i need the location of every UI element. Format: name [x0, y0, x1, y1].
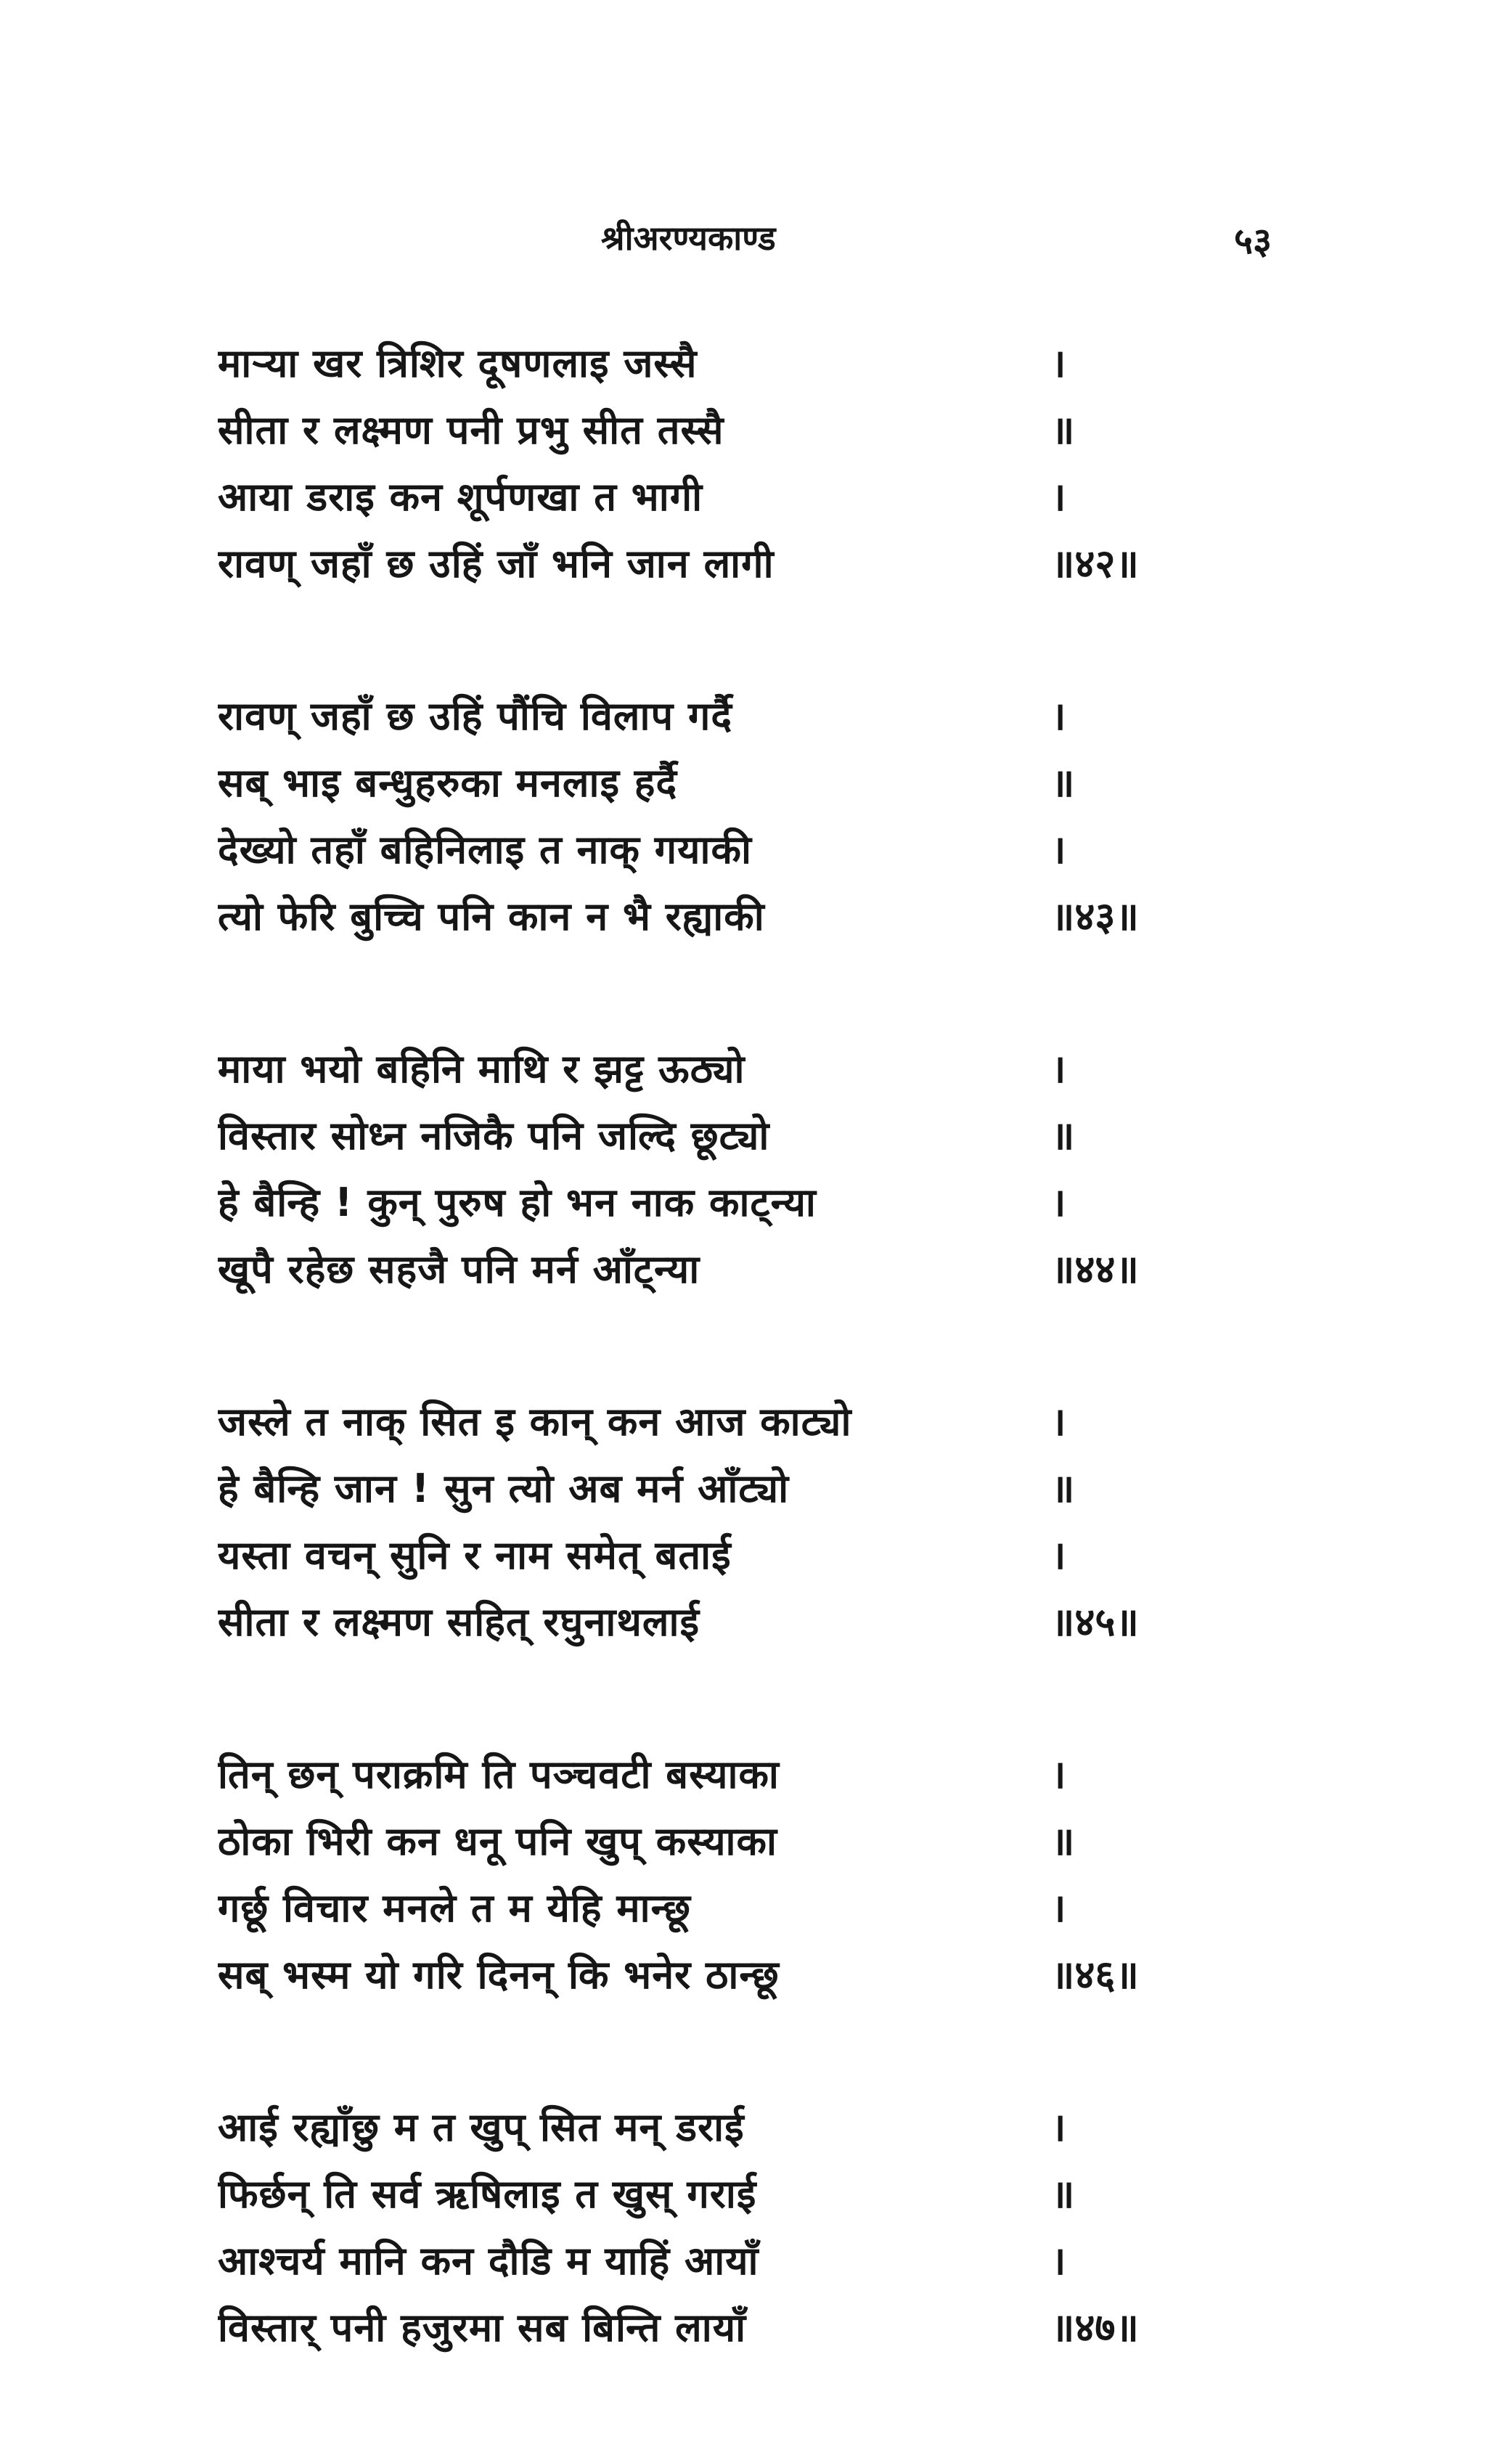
stanza-45: [218, 1389, 1176, 1656]
verse-line-text: आश्चर्य मानि कन दौडि म याहिं आयाँ: [218, 2238, 759, 2284]
verse-line: [218, 330, 1176, 397]
verse-line-mark: ।: [1051, 1046, 1066, 1092]
verse-line-text: खूपै रहेछ सहजै पनि मर्न आँट्न्या: [218, 1246, 700, 1292]
verse-line-text: सीता र लक्ष्मण पनी प्रभु सीत तस्सै: [218, 407, 724, 453]
verse-line-mark: ।: [1051, 474, 1066, 520]
verse-line: [218, 2228, 1176, 2295]
verse-line-text: फिर्छन् ति सर्व ऋषिलाइ त खुस् गराई: [218, 2171, 757, 2217]
verse-line: [218, 1522, 1176, 1589]
verse-line: [218, 397, 1176, 464]
verse-number: ॥४२॥: [1051, 541, 1139, 587]
verse-line: [218, 1589, 1176, 1656]
verse-line-text: आया डराइ कन शूर्पणखा त भागी: [218, 474, 703, 520]
verse-line: [218, 883, 1176, 950]
verse-line-mark: ।: [1051, 1752, 1066, 1797]
verse-line: [218, 1036, 1176, 1103]
stanza-42: [218, 330, 1176, 597]
verse-line: [218, 750, 1176, 817]
verse-number: ॥४४॥: [1051, 1246, 1139, 1292]
verse-line-mark: ।: [1051, 2104, 1066, 2150]
verse-line-text: जस्ले त नाक् सित इ कान् कन आज काट्यो: [218, 1399, 852, 1445]
verse-line-mark: ।: [1051, 1532, 1066, 1578]
verse-number: ॥४७॥: [1051, 2305, 1139, 2350]
verse-line-mark: ।: [1051, 827, 1066, 873]
verse-line-text: सब् भस्म यो गरि दिनन् कि भनेर ठान्छू: [218, 1952, 780, 1998]
verse-line-text: विस्तार सोध्न नजिकै पनि जल्दि छूट्यो: [218, 1113, 770, 1159]
verse-line: [218, 1103, 1176, 1169]
verse-line: [218, 1455, 1176, 1522]
page-number: ५३: [1234, 220, 1272, 262]
stanza-44: [218, 1036, 1176, 1303]
verse-line: [218, 1808, 1176, 1875]
verse-line-mark: ।: [1051, 1399, 1066, 1445]
verse-line-text: हे बैन्हि ! कुन् पुरुष हो भन नाक काट्न्या: [218, 1180, 817, 1225]
verse-line-text: रावण् जहाँ छ उहिं पौंचि विलाप गर्दै: [218, 693, 733, 739]
verse-line-text: तिन् छन् पराक्रमि ति पञ्चवटी बस्याका: [218, 1752, 780, 1797]
verse-line-text: विस्तार् पनी हजुरमा सब बिन्ति लायाँ: [218, 2305, 747, 2350]
verse-line: [218, 464, 1176, 531]
verse-line: [218, 1389, 1176, 1455]
verse-line: [218, 2295, 1176, 2361]
verse-line: [218, 817, 1176, 883]
page-header: [0, 215, 1512, 273]
verse-line: [218, 1942, 1176, 2009]
verse-line-mark: ।: [1051, 1180, 1066, 1225]
stanza-43: [218, 683, 1176, 950]
verse-line: [218, 2161, 1176, 2228]
verse-line-text: हे बैन्हि जान ! सुन त्यो अब मर्न आँट्यो: [218, 1466, 790, 1511]
verse-line: [218, 1741, 1176, 1808]
verse-line-mark: ॥: [1051, 1113, 1075, 1159]
verse-line: [218, 531, 1176, 597]
verse-line-text: त्यो फेरि बुच्चि पनि कान न भै रह्याकी: [218, 894, 765, 939]
verse-line-mark: ॥: [1051, 407, 1075, 453]
verse-line-text: ठोका भिरी कन धनू पनि खुप् कस्याका: [218, 1818, 777, 1864]
verse-line-mark: ॥: [1051, 760, 1075, 806]
verse-line-mark: ।: [1051, 1885, 1066, 1931]
verse-line-text: आई रह्याँछु म त खुप् सित मन् डराई: [218, 2104, 745, 2150]
verse-line-text: गर्छू विचार मनले त म येहि मान्छू: [218, 1885, 691, 1931]
verse-line-mark: ।: [1051, 2238, 1066, 2284]
verse-line: [218, 2094, 1176, 2161]
verse-number: ॥४३॥: [1051, 894, 1139, 939]
verse-line: [218, 683, 1176, 750]
verse-number: ॥४५॥: [1051, 1599, 1139, 1645]
verse-line-mark: ।: [1051, 340, 1066, 386]
verse-line-text: देख्यो तहाँ बहिनिलाइ त नाक् गयाकी: [218, 827, 752, 873]
verse-line-mark: ।: [1051, 693, 1066, 739]
verse-line-text: सब् भाइ बन्धुहरुका मनलाइ हर्दै: [218, 760, 678, 806]
verse-body: [218, 330, 1176, 2447]
verse-line: [218, 1236, 1176, 1303]
running-title: श्रीअरण्यकाण्ड: [601, 218, 776, 258]
verse-line-mark: ॥: [1051, 1818, 1075, 1864]
verse-line-text: यस्ता वचन् सुनि र नाम समेत् बताई: [218, 1532, 732, 1578]
verse-line-text: सीता र लक्ष्मण सहित् रघुनाथलाई: [218, 1599, 700, 1645]
verse-line-mark: ॥: [1051, 1466, 1075, 1511]
stanza-47: [218, 2094, 1176, 2361]
verse-line: [218, 1875, 1176, 1942]
verse-line-text: माऱ्या खर त्रिशिर दूषणलाइ जस्सै: [218, 340, 698, 386]
verse-number: ॥४६॥: [1051, 1952, 1139, 1998]
verse-line-text: माया भयो बहिनि माथि र झट्ट ऊठ्यो: [218, 1046, 745, 1092]
verse-line-mark: ॥: [1051, 2171, 1075, 2217]
stanza-46: [218, 1741, 1176, 2009]
verse-line-text: रावण् जहाँ छ उहिं जाँ भनि जान लागी: [218, 541, 775, 587]
verse-line: [218, 1169, 1176, 1236]
